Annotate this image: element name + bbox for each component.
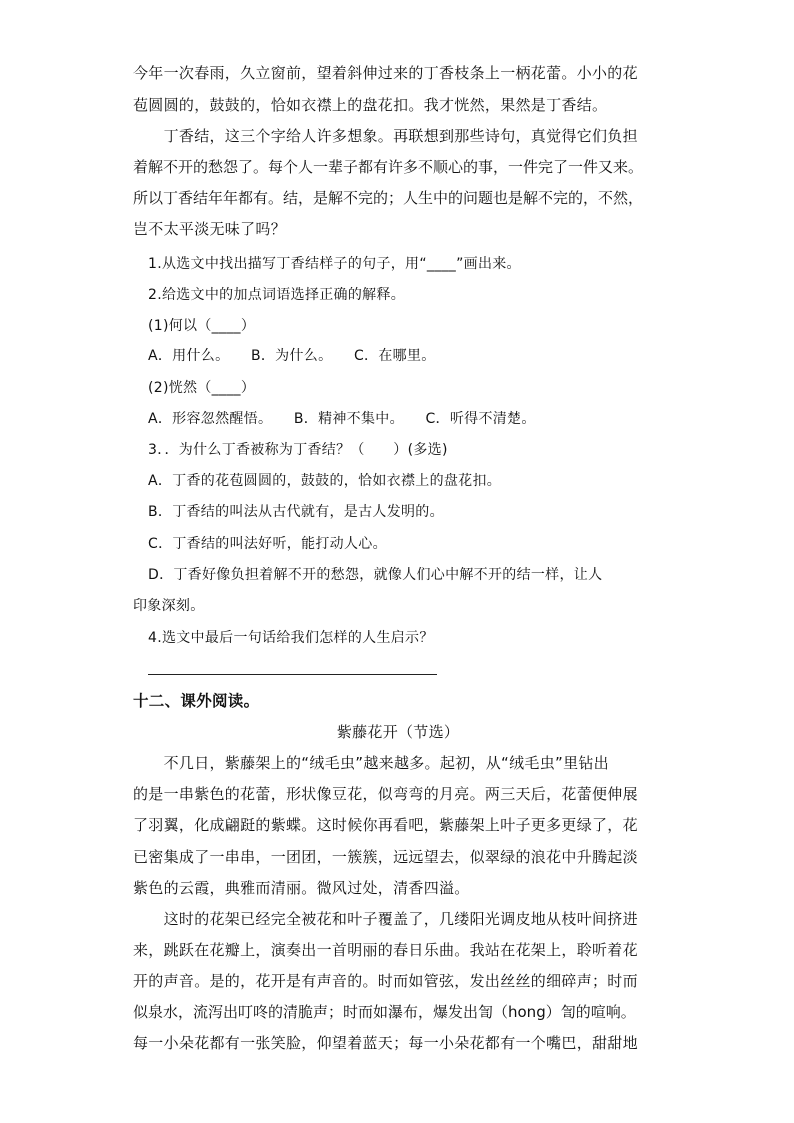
question-3-option-a: A．丁香的花苞圆圆的，鼓鼓的，恰如衣襟上的盘花扣。: [148, 473, 502, 489]
passage2-line-2: 的是一串紫色的花蕾，形状像豆花，似弯弯的月亮。两三天后，花蕾便伸展: [133, 785, 638, 803]
passage2-line-5: 紫色的云霞，典雅而清丽。微风过处，清香四溢。: [133, 879, 470, 897]
question-4: 4.选文中最后一句话给我们怎样的人生启示？: [148, 630, 434, 646]
question-3-option-d: D．丁香好像负担着解不开的愁怨，就像人们心中解不开的结一样，让人: [148, 567, 603, 583]
answer-line: [148, 674, 437, 675]
passage-line-5: 所以丁香结年年都有。结，是解不完的；人生中的问题也是解不完的，不然，: [133, 189, 644, 207]
passage2-line-4: 已密集成了一串串，一团团，一簇簇，远远望去，似翠绿的浪花中升腾起淡: [133, 848, 638, 866]
question-3-option-b: B．丁香结的叫法从古代就有，是古人发明的。: [148, 504, 444, 520]
passage2-line-10: 每一小朵花都有一张笑脸，仰望着蓝天；每一小朵花都有一个嘴巴，甜甜地: [133, 1034, 638, 1052]
question-3: 3．．为什么丁香被称为丁香结？（ ）(多选): [148, 442, 448, 458]
passage2-line-7: 来，跳跃在花瓣上，演奏出一首明丽的春日乐曲。我站在花架上，聆听着花: [133, 941, 638, 959]
question-2: 2.给选文中的加点词语选择正确的解释。: [148, 287, 406, 303]
question-2-2: (2)恍然（____）: [148, 380, 256, 396]
question-2-1-options: A．用什么。 B．为什么。 C．在哪里。: [148, 348, 436, 364]
passage-line-2: 苞圆圆的，鼓鼓的，恰如衣襟上的盘花扣。我才恍然，果然是丁香结。: [133, 96, 608, 114]
passage2-line-6: 这时的花架已经完全被花和叶子覆盖了，几缕阳光调皮地从枝叶间挤进: [133, 910, 638, 928]
passage2-line-8: 开的声音。是的，花开是有声音的。时而如管弦，发出丝丝的细碎声；时而: [133, 972, 638, 990]
passage2-line-3: 了羽翼，化成翩跹的紫蝶。这时候你再看吧，紫藤架上叶子更多更绿了，花: [133, 816, 638, 834]
passage-line-1: 今年一次春雨，久立窗前，望着斜伸过来的丁香枝条上一柄花蕾。小小的花: [133, 64, 638, 82]
question-3-option-c: C．丁香结的叫法好听，能打动人心。: [148, 536, 387, 552]
section-heading: 十二、课外阅读。: [133, 692, 260, 710]
passage-line-6: 岂不太平淡无味了吗？: [133, 220, 287, 238]
question-1: 1.从选文中找出描写丁香结样子的句子，用“____”画出来。: [148, 256, 521, 272]
passage-title: 紫藤花开（节选）: [336, 723, 460, 741]
passage-line-3: 丁香结，这三个字给人许多想象。再联想到那些诗句，真觉得它们负担: [133, 127, 638, 145]
question-2-1: (1)何以（____）: [148, 318, 256, 334]
question-3-option-d-cont: 印象深刻。: [133, 598, 205, 614]
passage2-line-9: 似泉水，流泻出叮咚的清脆声；时而如瀑布，爆发出訇（hong）訇的喧响。: [133, 1003, 636, 1021]
passage-line-4: 着解不开的愁怨了。每个人一辈子都有许多不顺心的事，一件完了一件又来。: [133, 158, 644, 176]
passage2-line-1: 不几日，紫藤架上的“绒毛虫”越来越多。起初，从“绒毛虫”里钻出: [133, 754, 609, 772]
question-2-2-options: A．形容忽然醒悟。 B．精神不集中。 C．听得不清楚。: [148, 411, 536, 427]
